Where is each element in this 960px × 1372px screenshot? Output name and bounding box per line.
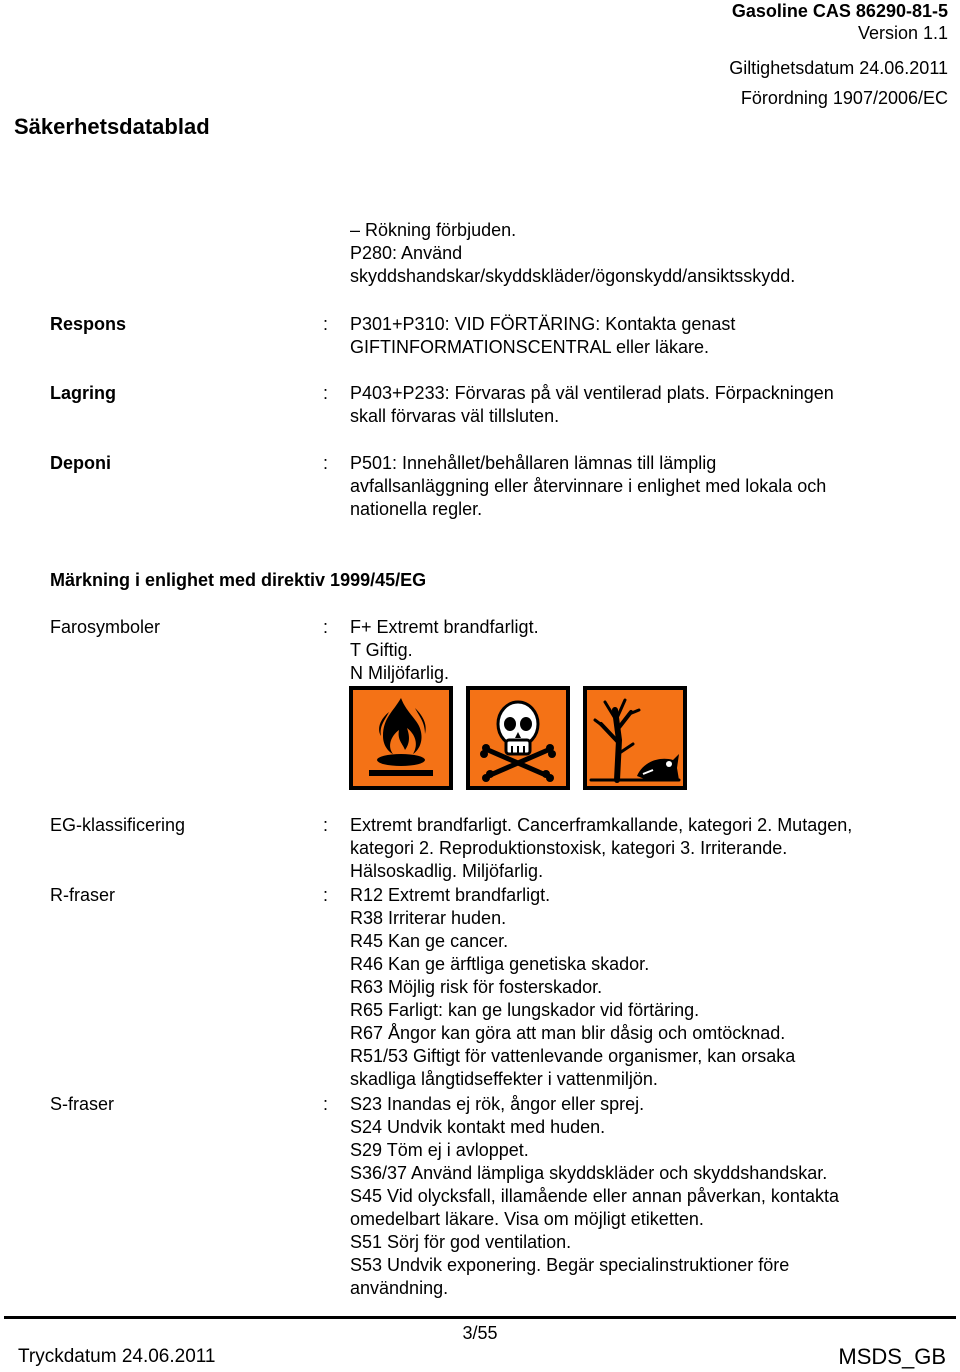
lagring-label: Lagring (50, 383, 116, 403)
hazard-symbol-toxic (466, 686, 570, 790)
text-line: S51 Sörj för god ventilation. (350, 1232, 572, 1252)
colon: : (323, 617, 329, 637)
text-line: S36/37 Använd lämpliga skyddskläder och skyddshandskar. (350, 1163, 828, 1183)
text-line: R38 Irriterar huden. (350, 908, 507, 928)
text-line: R45 Kan ge cancer. (350, 931, 509, 951)
text-line: R65 Farligt: kan ge lungskador vid förtäring. (350, 1000, 700, 1020)
lagring-value (350, 382, 940, 428)
text-line: S24 Undvik kontakt med huden. (350, 1117, 606, 1137)
hazard-symbol-environment (583, 686, 687, 790)
eg-label: EG-klassificering (50, 815, 186, 835)
text-line: P280: Använd (350, 243, 463, 263)
version-label: Version 1.1 (857, 23, 948, 43)
colon: : (323, 885, 329, 905)
respons-label: Respons (50, 314, 127, 334)
text-line: P301+P310: VID FÖRTÄRING: Kontakta genast (350, 314, 736, 334)
text-line: P403+P233: Förvaras på väl ventilerad plats. Förpackningen (350, 383, 834, 403)
document-code: MSDS_GB (838, 1344, 946, 1369)
validity-date: Giltighetsdatum 24.06.2011 (729, 58, 948, 78)
product-title: Gasoline CAS 86290-81-5 (731, 1, 948, 21)
text-line: – Rökning förbjuden. (350, 220, 517, 240)
s-fraser-label: S-fraser (50, 1094, 115, 1114)
colon: : (323, 314, 329, 334)
text-line: N Miljöfarlig. (350, 663, 450, 683)
text-line: skyddshandskar/skyddskläder/ögonskydd/ansiktsskydd. (350, 266, 796, 286)
text-line: GIFTINFORMATIONSCENTRAL eller läkare. (350, 337, 710, 357)
text-line: R12 Extremt brandfarligt. (350, 885, 551, 905)
skull-crossbones-icon (470, 690, 566, 786)
hazard-symbol-flammable (349, 686, 453, 790)
text-line: användning. (350, 1278, 449, 1298)
regulation-label: Förordning 1907/2006/EC (740, 88, 948, 108)
text-line: R51/53 Giftigt för vattenlevande organismer, kan orsaka (350, 1046, 796, 1066)
s-fraser-value (350, 1093, 940, 1300)
text-line: R63 Möjlig risk för fosterskador. (350, 977, 603, 997)
text-line: avfallsanläggning eller återvinnare i enlighet med lokala och (350, 476, 827, 496)
text-line: F+ Extremt brandfarligt. (350, 617, 539, 637)
page-number: 3/55 (462, 1323, 498, 1343)
farosymboler-value (350, 616, 940, 685)
text-line: skall förvaras väl tillsluten. (350, 406, 560, 426)
text-line: R46 Kan ge ärftliga genetiska skador. (350, 954, 650, 974)
print-date: Tryckdatum 24.06.2011 (18, 1346, 216, 1367)
flame-icon (353, 690, 449, 786)
text-line: P501: Innehållet/behållaren lämnas till lämplig (350, 453, 717, 473)
marking-heading: Märkning i enlighet med direktiv 1999/45/EG (50, 570, 427, 590)
text-line: omedelbart läkare. Visa om möjligt etiketten. (350, 1209, 704, 1229)
continuation-text (350, 219, 940, 288)
footer-divider (4, 1316, 956, 1319)
deponi-value (350, 452, 940, 521)
deponi-label: Deponi (50, 453, 111, 473)
text-line: kategori 2. Reproduktionstoxisk, kategori 3. Irriterande. (350, 838, 788, 858)
colon: : (323, 453, 329, 473)
r-fraser-value (350, 884, 940, 1091)
text-line: nationella regler. (350, 499, 483, 519)
text-line: S23 Inandas ej rök, ångor eller sprej. (350, 1094, 645, 1114)
r-fraser-label: R-fraser (50, 885, 116, 905)
dead-tree-fish-icon (587, 690, 683, 786)
eg-value (350, 814, 940, 883)
respons-value (350, 313, 940, 359)
document-title: Säkerhetsdatablad (14, 114, 210, 139)
text-line: Extremt brandfarligt. Cancerframkallande, kategori 2. Mutagen, (350, 815, 853, 835)
farosymboler-label: Farosymboler (50, 617, 161, 637)
colon: : (323, 383, 329, 403)
colon: : (323, 815, 329, 835)
text-line: S45 Vid olycksfall, illamående eller annan påverkan, kontakta (350, 1186, 839, 1206)
text-line: Hälsoskadlig. Miljöfarlig. (350, 861, 544, 881)
text-line: S29 Töm ej i avloppet. (350, 1140, 529, 1160)
colon: : (323, 1094, 329, 1114)
text-line: S53 Undvik exponering. Begär specialinstruktioner före (350, 1255, 790, 1275)
text-line: R67 Ångor kan göra att man blir dåsig och omtöcknad. (350, 1023, 786, 1043)
text-line: T Giftig. (350, 640, 413, 660)
text-line: skadliga långtidseffekter i vattenmiljön. (350, 1069, 658, 1089)
